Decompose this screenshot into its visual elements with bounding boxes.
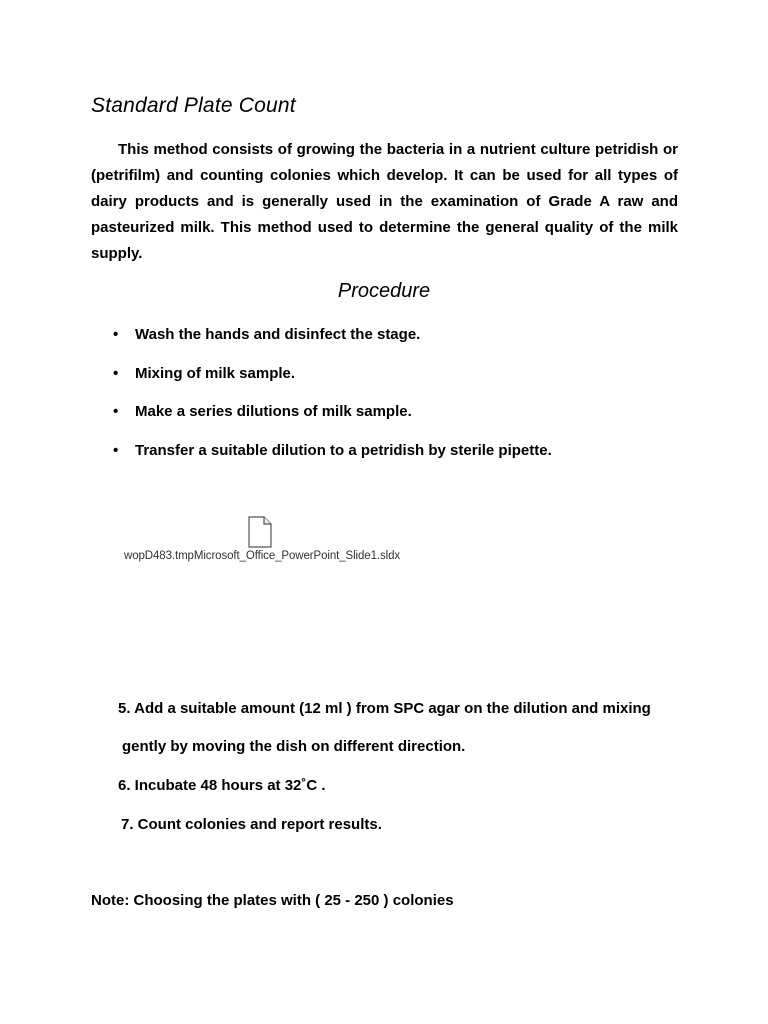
procedure-item	[113, 399, 552, 438]
document-title: Standard Plate Count	[91, 94, 296, 117]
procedure-item-text: Wash the hands and disinfect the stage.	[135, 326, 421, 343]
procedure-list	[113, 322, 552, 476]
step-7: 7. Count colonies and report results.	[121, 816, 382, 833]
step-6: 6. Incubate 48 hours at 32˚C .	[118, 777, 326, 794]
bullet-icon: •	[113, 403, 119, 420]
procedure-heading: Procedure	[337, 280, 431, 302]
bullet-icon: •	[113, 326, 119, 343]
intro-paragraph: This method consists of growing the bacteria in a nutrient culture petridish or (petrifilm) and counting colonies which develop. It can be used for all types of dairy products and is generally used in the examination of Grade A raw and pasteurized milk. This method used to determine the general quality of the milk supply.	[91, 141, 678, 262]
embedded-file-attachment[interactable]	[124, 516, 424, 568]
procedure-item-text: Mixing of milk sample.	[135, 364, 296, 382]
procedure-item	[113, 361, 552, 400]
attachment-filename[interactable]: wopD483.tmpMicrosoft_Office_PowerPoint_Slide1.sldx	[124, 550, 401, 562]
procedure-item	[113, 322, 552, 361]
procedure-item-text: Transfer a suitable dilution to a petridish by sterile pipette.	[135, 441, 552, 459]
bullet-icon: •	[113, 364, 119, 382]
bullet-icon: •	[113, 441, 119, 459]
procedure-item-text: Make a series dilutions of milk sample.	[135, 403, 412, 420]
procedure-item	[113, 438, 552, 477]
step-5-line-2: gently by moving the dish on different direction.	[122, 738, 466, 755]
file-icon[interactable]	[247, 516, 273, 548]
note-text: Note: Choosing the plates with ( 25 - 250 ) colonies	[91, 892, 454, 909]
step-5-line-1: 5. Add a suitable amount (12 ml ) from SPC agar on the dilution and mixing	[118, 700, 651, 717]
